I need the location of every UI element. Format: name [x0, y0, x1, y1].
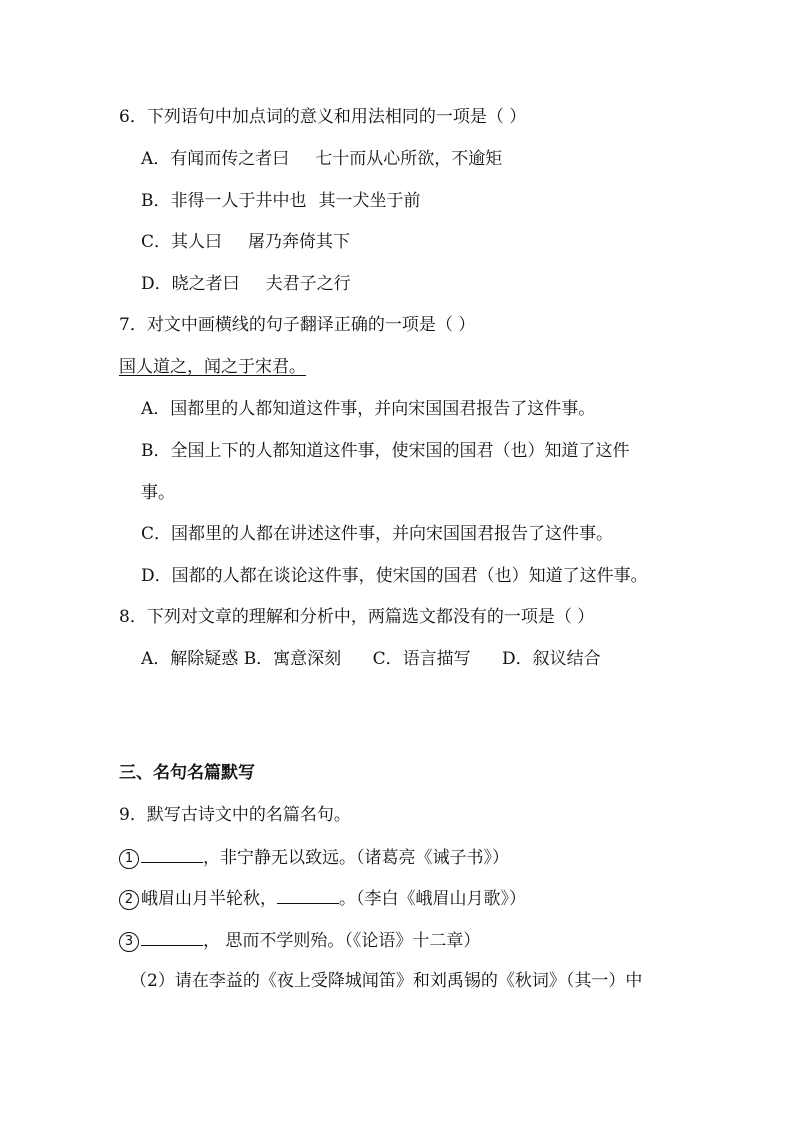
q8-option-a: A．解除疑惑 — [141, 649, 239, 669]
option-text-1: 晓之者曰 — [171, 274, 240, 294]
option-label: D． — [141, 274, 172, 294]
option-label: C． — [141, 232, 172, 252]
option-label: B． — [141, 191, 171, 211]
q8-options — [141, 648, 601, 670]
option-text-1: 有闻而传之者曰 — [170, 149, 290, 169]
q8-option-d: D．叙议结合 — [502, 649, 601, 669]
q7-stem: 7．对文中画横线的句子翻译正确的一项是（ ） — [119, 315, 476, 335]
q6-option-d — [141, 273, 351, 295]
q8-option-b: B．寓意深刻 — [243, 649, 342, 669]
section-title: 三、名句名篇默写 — [119, 763, 255, 783]
q9-item-2 — [119, 887, 526, 910]
q7-option-a: A．国都里的人都知道这件事，并向宋国国君报告了这件事。 — [141, 399, 596, 419]
option-label: A． — [141, 149, 171, 169]
q8-option-c: C．语言描写 — [372, 649, 471, 669]
q7-option-d: D．国都的人都在谈论这件事，使宋国的国君（也）知道了这件事。 — [141, 566, 648, 586]
answer-blank[interactable] — [141, 846, 203, 863]
circled-number: 1 — [119, 849, 139, 869]
option-text-2: 屠乃奔倚其下 — [248, 232, 351, 252]
option-text-2: 其一犬坐于前 — [318, 191, 421, 211]
option-text-2: 七十而从心所欲，不逾矩 — [315, 149, 503, 169]
q7-option-c: C．国都里的人都在讲述这件事，并向宋国国君报告了这件事。 — [141, 524, 614, 544]
q6-stem: 6．下列语句中加点词的意义和用法相同的一项是（ ） — [119, 107, 527, 127]
item-text-before: 峨眉山月半轮秋， — [141, 889, 277, 909]
q7-option-b-cont: 事。 — [141, 483, 175, 503]
answer-blank[interactable] — [141, 929, 203, 946]
item-text: ， 思而不学则殆。（《论语》十二章） — [203, 931, 481, 951]
q9-sub-2: （2）请在李益的《夜上受降城闻笛》和刘禹锡的《秋词》（其一）中 — [130, 971, 643, 991]
item-text: ，非宁静无以致远。（诸葛亮《诫子书》） — [203, 848, 509, 868]
q7-underlined-sentence: 国人道之，闻之于宋君。 — [119, 357, 306, 377]
q8-stem: 8．下列对文章的理解和分析中，两篇选文都没有的一项是（ ） — [119, 607, 595, 627]
option-text-1: 其人曰 — [171, 232, 223, 252]
q9-item-3 — [119, 929, 480, 952]
option-text-1: 非得一人于井中也 — [170, 191, 307, 211]
q7-option-b: B．全国上下的人都知道这件事，使宋国的国君（也）知道了这件 — [141, 441, 630, 461]
option-text-2: 夫君子之行 — [265, 274, 351, 294]
circled-number: 2 — [119, 890, 139, 910]
item-text: 。（李白《峨眉山月歌》） — [339, 889, 526, 909]
q6-option-a — [141, 148, 502, 170]
q9-item-1 — [119, 846, 509, 869]
circled-number: 3 — [119, 932, 139, 952]
answer-blank[interactable] — [277, 887, 339, 904]
q6-option-b — [141, 190, 421, 212]
q9-stem: 9．默写古诗文中的名篇名句。 — [119, 805, 351, 825]
q6-option-c — [141, 231, 350, 253]
